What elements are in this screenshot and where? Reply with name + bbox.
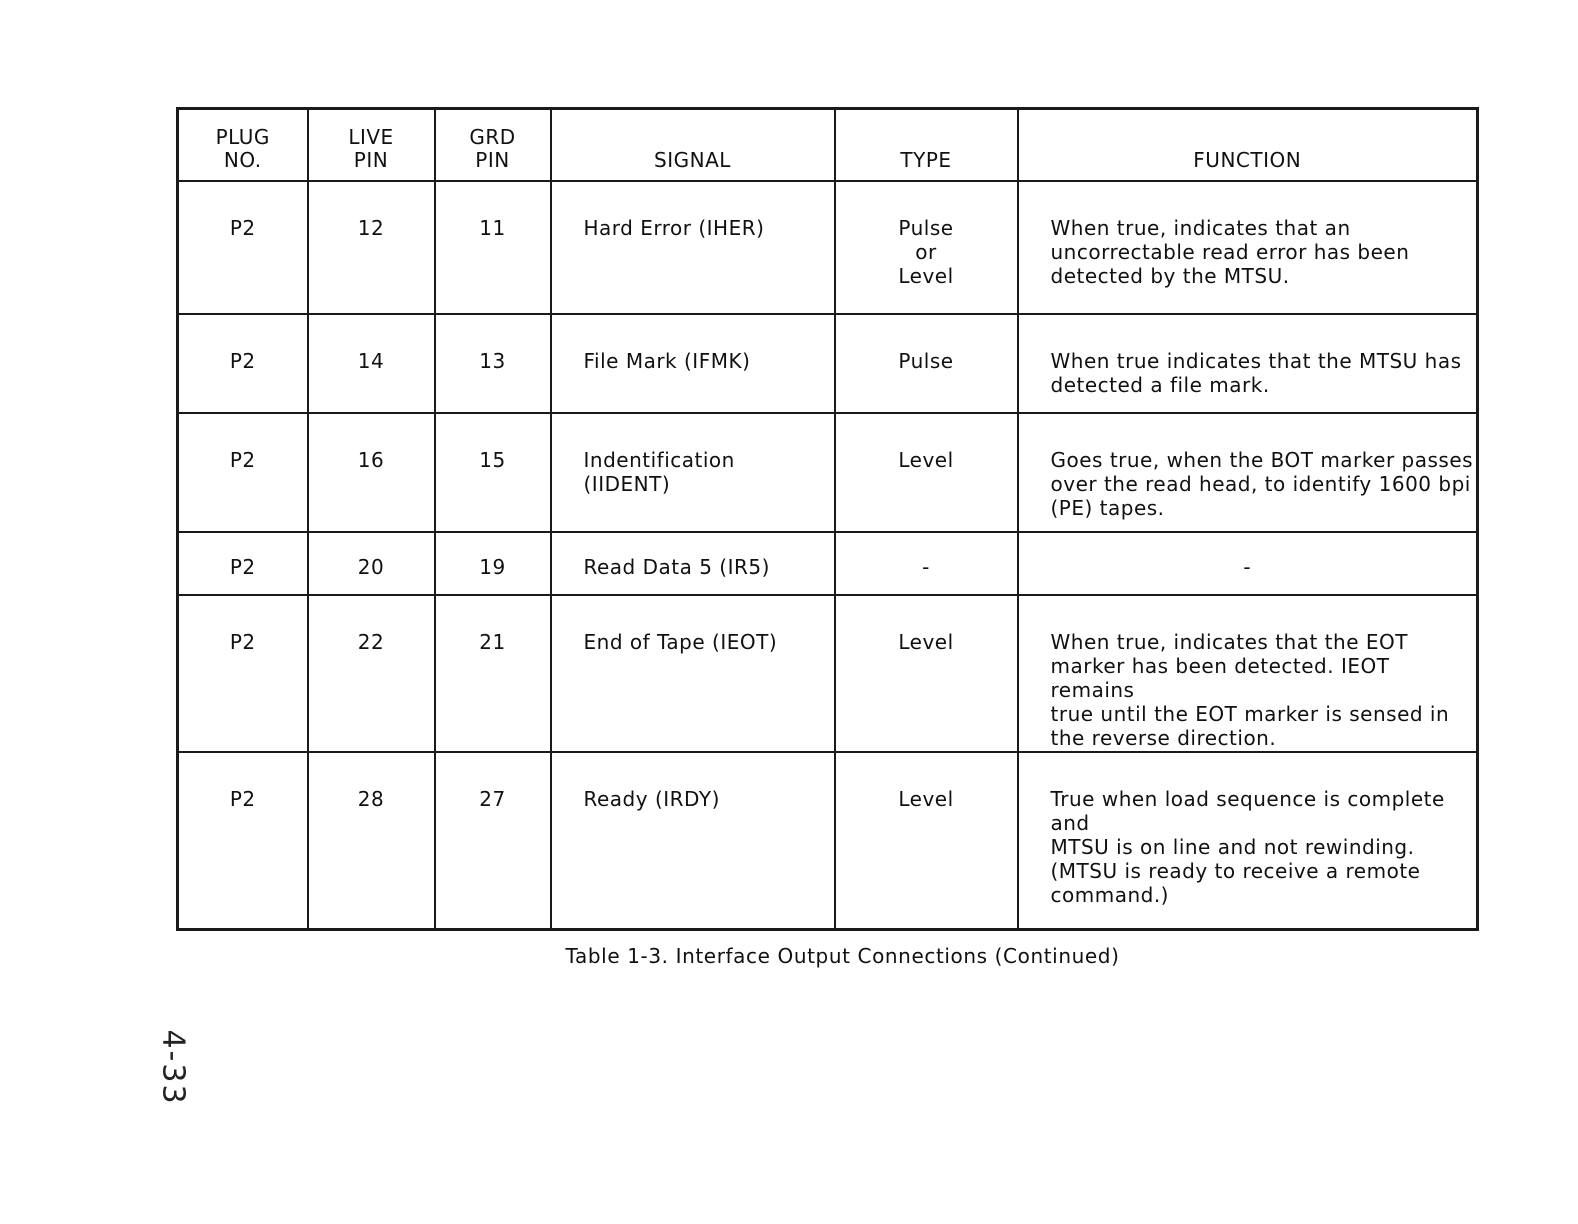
table-row [178,532,1478,595]
header-function: FUNCTION [1018,109,1478,182]
table-row [178,595,1478,752]
cell-grd-pin: 15 [435,413,551,532]
cell-live-pin: 20 [308,532,435,595]
cell-function: Goes true, when the BOT marker passes over the read head, to identify 1600 bpi (PE) tapes. [1018,413,1478,532]
cell-plug: P2 [178,314,308,413]
cell-grd-pin: 19 [435,532,551,595]
cell-live-pin: 12 [308,181,435,314]
table-row [178,314,1478,413]
header-signal: SIGNAL [551,109,835,182]
cell-function: When true, indicates that the EOT marker has been detected. IEOT remains true until the EOT marker is sensed in the reverse direction. [1018,595,1478,752]
cell-plug: P2 [178,752,308,930]
cell-plug: P2 [178,413,308,532]
cell-signal: Indentification (IIDENT) [551,413,835,532]
cell-type: Level [835,752,1018,930]
interface-output-connections-table [176,107,1479,931]
cell-live-pin: 14 [308,314,435,413]
cell-signal: End of Tape (IEOT) [551,595,835,752]
cell-type: Level [835,413,1018,532]
cell-type: - [835,532,1018,595]
header-plug-no: PLUG NO. [178,109,308,182]
cell-live-pin: 22 [308,595,435,752]
cell-type: Pulse [835,314,1018,413]
cell-grd-pin: 21 [435,595,551,752]
cell-live-pin: 28 [308,752,435,930]
cell-signal: Ready (IRDY) [551,752,835,930]
cell-type: Level [835,595,1018,752]
page-number: 4-33 [155,1029,191,1106]
cell-function: True when load sequence is complete and MTSU is on line and not rewinding. (MTSU is ready to receive a remote command.) [1018,752,1478,930]
table-header-row [178,109,1478,182]
table-row [178,181,1478,314]
cell-function: - [1018,532,1478,595]
cell-type: Pulse or Level [835,181,1018,314]
cell-live-pin: 16 [308,413,435,532]
cell-function: When true indicates that the MTSU has detected a file mark. [1018,314,1478,413]
cell-plug: P2 [178,595,308,752]
cell-function: When true, indicates that an uncorrectable read error has been detected by the MTSU. [1018,181,1478,314]
header-grd-pin: GRD PIN [435,109,551,182]
cell-grd-pin: 13 [435,314,551,413]
header-type: TYPE [835,109,1018,182]
cell-grd-pin: 27 [435,752,551,930]
cell-plug: P2 [178,532,308,595]
cell-signal: Hard Error (IHER) [551,181,835,314]
cell-signal: Read Data 5 (IR5) [551,532,835,595]
table-row [178,752,1478,930]
cell-grd-pin: 11 [435,181,551,314]
header-live-pin: LIVE PIN [308,109,435,182]
table-caption: Table 1-3. Interface Output Connections (Continued) [565,944,1120,968]
cell-signal: File Mark (IFMK) [551,314,835,413]
table-row [178,413,1478,532]
cell-plug: P2 [178,181,308,314]
